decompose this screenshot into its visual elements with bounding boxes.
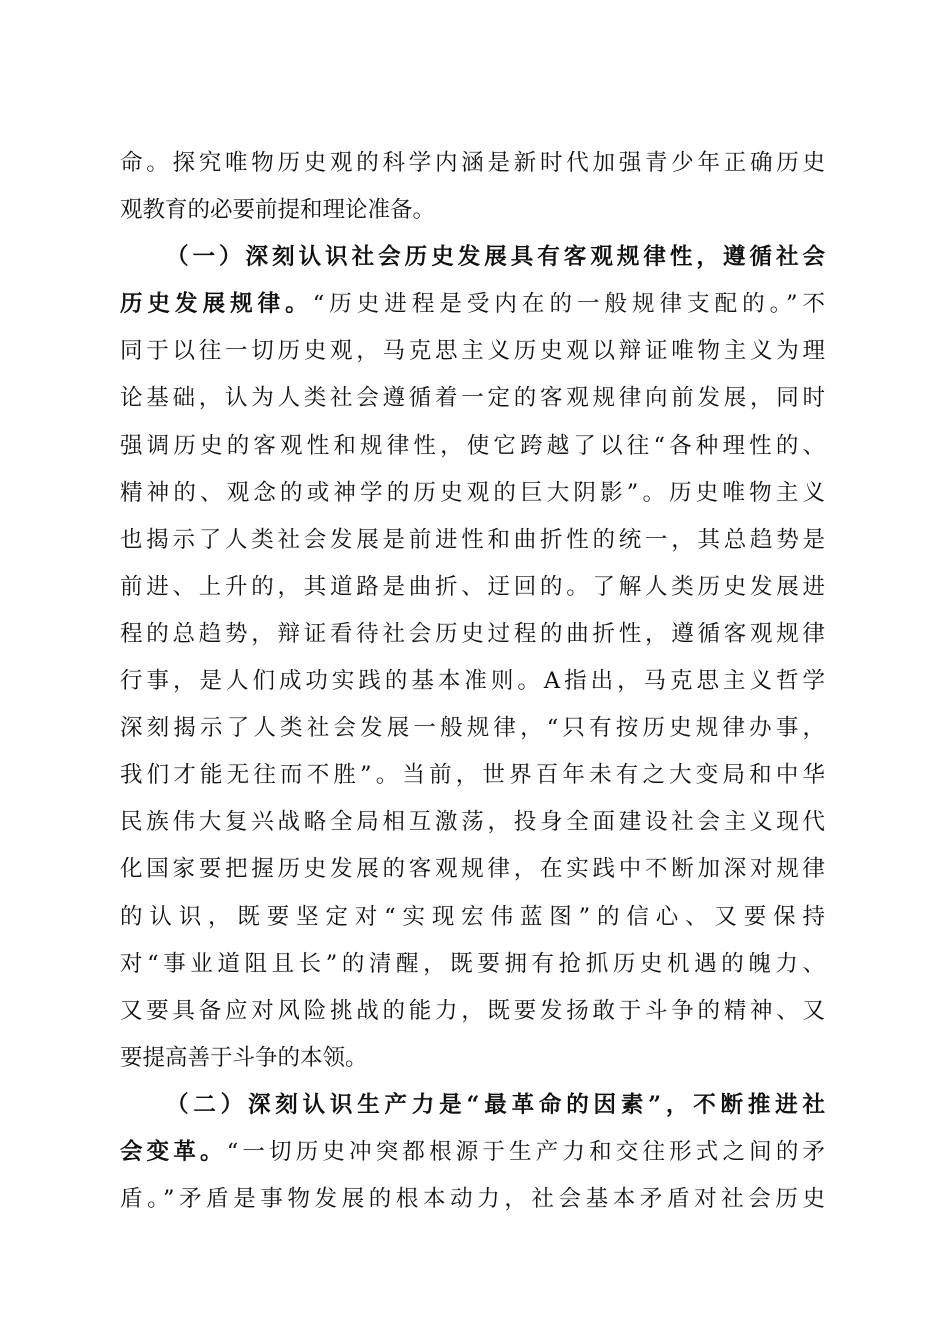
body-text: 对“事业道阻且长”的清醒，既要拥有抢抓历史机遇的魄力、 [120, 950, 825, 977]
body-text: 也揭示了人类社会发展是前进性和曲折性的统一，其总趋势是 [120, 526, 825, 553]
text-line [120, 1082, 825, 1129]
paragraph-p2 [120, 1082, 825, 1223]
body-text: 民族伟大复兴战略全局相互激荡，投身全面建设社会主义现代 [120, 809, 825, 836]
text-line [120, 1035, 825, 1082]
text-line [120, 846, 825, 893]
heading-text: 会变革。 [120, 1138, 227, 1165]
body-text: 精神的、观念的或神学的历史观的巨大阴影”。历史唯物主义 [120, 479, 825, 506]
text-line [120, 705, 825, 752]
text-line [120, 1129, 825, 1176]
body-text: 我们才能无往而不胜”。当前，世界百年未有之大变局和中华 [120, 762, 825, 789]
body-text: “历史进程是受内在的一般规律支配的。”不 [312, 291, 825, 318]
text-line [120, 658, 825, 705]
body-text: 化国家要把握历史发展的客观规律，在实践中不断加深对规律 [120, 856, 825, 883]
text-line [120, 281, 825, 328]
text-line [120, 517, 825, 564]
body-text: 要提高善于斗争的本领。 [120, 1044, 368, 1071]
text-line [120, 234, 825, 281]
text-line [120, 375, 825, 422]
text-line [120, 1176, 825, 1223]
body-text: 深刻揭示了人类社会发展一般规律，“只有按历史规律办事， [120, 715, 825, 742]
text-line [120, 140, 825, 187]
body-text: 观教育的必要前提和理论准备。 [120, 197, 436, 224]
text-line [120, 423, 825, 470]
text-line [120, 894, 825, 941]
body-text: 盾。”矛盾是事物发展的根本动力，社会基本矛盾对社会历史 [120, 1186, 825, 1213]
heading-text: 历史发展规律。 [120, 291, 313, 318]
body-text: 命。探究唯物历史观的科学内涵是新时代加强青少年正确历史 [120, 150, 825, 176]
body-text: “一切历史冲突都根源于生产力和交往形式之间的矛 [226, 1138, 825, 1165]
text-line [120, 564, 825, 611]
text-line [120, 470, 825, 517]
text-line [120, 799, 825, 846]
heading-text: （二）深刻认识生产力是“最革命的因素”，不断推进社 [166, 1091, 825, 1118]
text-line [120, 988, 825, 1035]
paragraph-p1 [120, 234, 825, 1082]
body-text: 程的总趋势，辩证看待社会历史过程的曲折性，遵循客观规律 [120, 620, 825, 647]
text-line [120, 941, 825, 988]
body-text: 论基础，认为人类社会遵循着一定的客观规律向前发展，同时 [120, 385, 825, 412]
text-line [120, 187, 825, 234]
body-text: 强调历史的客观性和规律性，使它跨越了以往“各种理性的、 [120, 432, 825, 459]
body-text: 的认识，既要坚定对“实现宏伟蓝图”的信心、又要保持 [120, 903, 825, 930]
text-line [120, 752, 825, 799]
heading-text: （一）深刻认识社会历史发展具有客观规律性，遵循社会 [166, 244, 825, 271]
body-text: 行事，是人们成功实践的基本准则。A指出，马克思主义哲学 [120, 668, 825, 695]
paragraph-p0 [120, 140, 825, 234]
document-body [120, 140, 825, 1223]
body-text: 又要具备应对风险挑战的能力，既要发扬敢于斗争的精神、又 [120, 997, 825, 1024]
text-line [120, 328, 825, 375]
body-text: 前进、上升的，其道路是曲折、迂回的。了解人类历史发展进 [120, 573, 825, 600]
text-line [120, 611, 825, 658]
body-text: 同于以往一切历史观，马克思主义历史观以辩证唯物主义为理 [120, 338, 825, 365]
